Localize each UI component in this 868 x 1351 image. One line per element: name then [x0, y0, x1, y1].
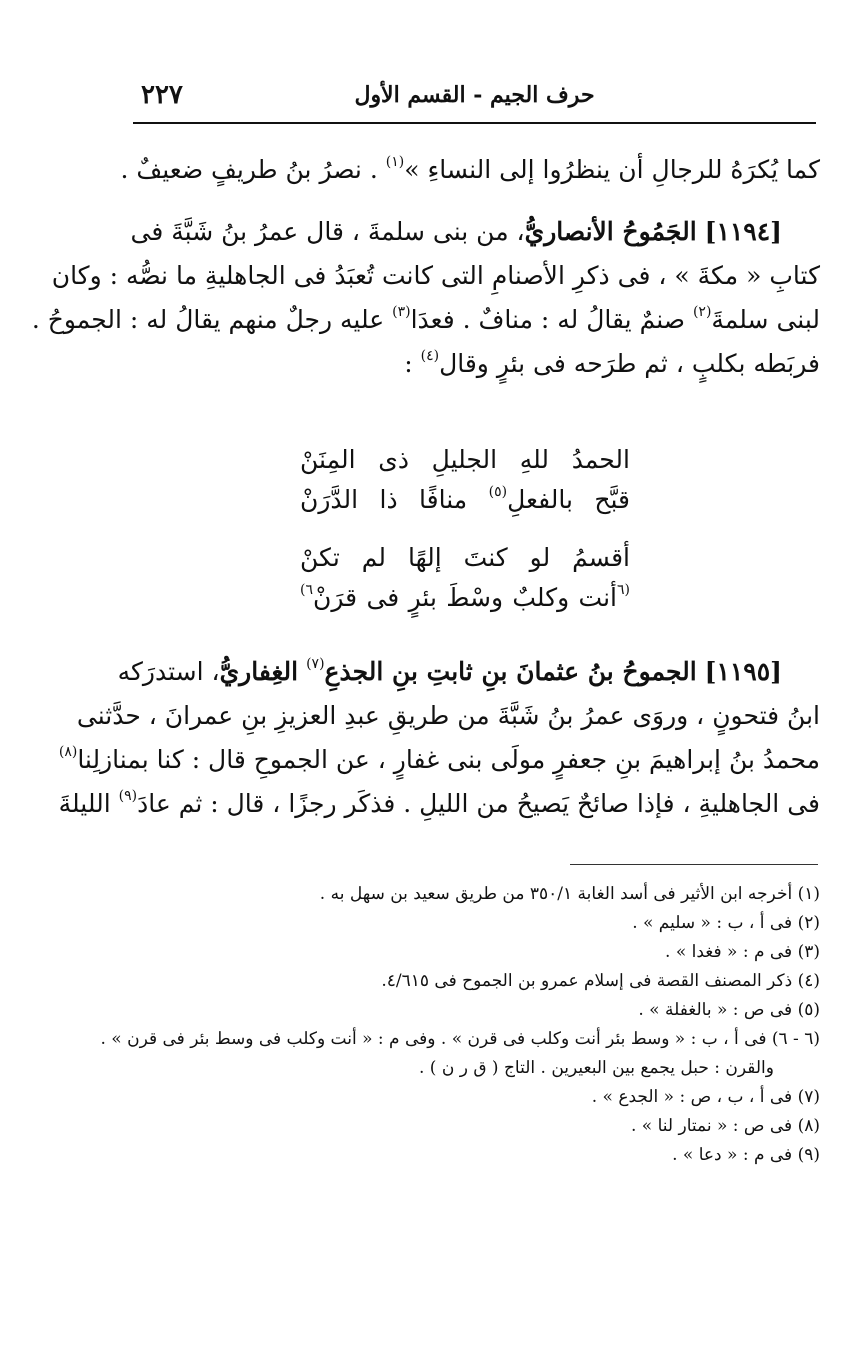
footnote-marker-9: (٩) — [118, 788, 138, 804]
main-text — [31, 148, 820, 386]
entry2-number: ١١٩٥ — [716, 657, 771, 686]
footnote-marker-5: (٥) — [488, 484, 508, 500]
entry2-line-3 — [58, 738, 820, 782]
page-number: ٢٢٧ — [141, 80, 183, 110]
footnote-marker-4: (٤) — [420, 348, 440, 364]
footnote-marker-8: (٨) — [58, 744, 78, 760]
footnote-3: (٣) فى م : « فغدا » . — [665, 942, 820, 962]
verse-couplet-1 — [300, 440, 630, 520]
footnote-marker-1: (١) — [385, 154, 405, 170]
footnote-7: (٧) فى أ ، ب ، ص : « الجدع » . — [591, 1087, 820, 1107]
entry-1194-heading — [128, 210, 820, 254]
entry-1195 — [58, 650, 820, 826]
entry1-l3a: لبنى سلمةَ — [711, 305, 820, 334]
entry1-l4b: : — [404, 349, 413, 378]
footnote-1: (١) أخرجه ابن الأثير فى أسد الغابة ٣٥٠/١ من طريق سعيد بن سهل به . — [319, 884, 820, 904]
footnote-marker-6-open: (٦ — [617, 582, 630, 598]
line1-end: . نصرُ بنُ طريفٍ ضعيفٌ . — [120, 155, 378, 184]
verse-2a: قبَّح بالفعلِ — [507, 485, 630, 514]
footnote-6-continuation: والقرن : حبل يجمع بين البعيرين . التاج ( ق ر ن ) . — [418, 1058, 774, 1078]
entry1-line1-rest: ، من بنى سلمةَ ، قال عمرُ بنُ شَبَّةَ فى — [130, 217, 525, 246]
text-line-1 — [120, 148, 820, 192]
entry2-l1-end: ، استدرَكه — [117, 657, 220, 686]
entry2-l4b: الليلةَ — [58, 789, 111, 818]
verse-line-3: أقسمُ لو كنتَ إلهًا لم تكنْ — [300, 543, 630, 572]
entry-number: ١١٩٤ — [716, 217, 771, 246]
footnote-rule — [570, 864, 818, 865]
entry1-l3b: صنمٌ يقالُ له : منافٌ . فعدَا — [410, 305, 685, 334]
entry2-close-bracket: ] — [704, 657, 717, 686]
footnote-2: (٢) فى أ ، ب : « سليم » . — [632, 913, 820, 933]
entry1-line-3 — [31, 298, 820, 342]
entry2-open-bracket: [ — [770, 657, 782, 686]
entry-1195-heading — [117, 650, 820, 694]
entry2-line-4 — [58, 782, 820, 826]
entry2-name-a: الجموحُ بنُ عثمانَ بنِ ثابتِ بنِ الجذعِ — [324, 657, 697, 686]
entry-name: الجَمُوحُ الأنصاريُّ — [524, 217, 697, 246]
verse-line-1: الحمدُ للهِ الجليلِ ذى المِنَنْ — [300, 445, 630, 474]
footnote-8: (٨) فى ص : « نمتار لنا » . — [631, 1116, 820, 1136]
entry-open-bracket: [ — [770, 217, 782, 246]
footnote-marker-6-close: ٦) — [300, 582, 313, 598]
entry2-line-2: ابنُ فتحونٍ ، وروَى عمرُ بنُ شَبَّةَ من طريقِ عبدِ العزيزِ بنِ عمرانَ ، حدَّثنى — [76, 701, 820, 730]
entry1-line-2: كتابِ « مكةَ » ، فى ذكرِ الأصنامِ التى كانت تُعبَدُ فى الجاهليةِ ما نصُّه : وكان — [51, 261, 820, 290]
entry1-l3c: عليه رجلٌ منهم يقالُ له : الجموحُ . — [31, 305, 385, 334]
entry-close-bracket: ] — [704, 217, 717, 246]
footnote-4: (٤) ذكر المصنف القصة فى إسلام عمرو بن الجموح فى ٤/٦١٥. — [381, 971, 820, 991]
footnotes — [100, 880, 820, 1170]
verse-line-2 — [300, 480, 630, 520]
verse-4: أنت وكلبٌ وسْطَ بئرٍ فى قرَنْ — [313, 583, 617, 612]
page-header — [133, 74, 816, 124]
footnote-6: (٦ - ٦) فى أ ، ب : « وسط بئر أنت وكلب فى قرن » . وفى م : « أنت وكلب فى وسط بئر فى قرن » . — [100, 1029, 820, 1049]
entry2-name-b: الغِفاريُّ — [219, 657, 299, 686]
entry1-l4a: فربَطه بكلبٍ ، ثم طرَحه فى بئرٍ وقال — [439, 349, 820, 378]
footnote-9: (٩) فى م : « دعا » . — [672, 1145, 820, 1165]
entry2-l3: محمدُ بنُ إبراهيمَ بنِ جعفرٍ مولَى بنى غفارٍ ، عن الجموحِ قال : كنا بمنازلِنا — [77, 745, 820, 774]
verse-2b: منافًا ذا الدَّرَنْ — [300, 485, 468, 514]
entry2-l4a: فى الجاهليةِ ، فإذا صائحٌ يَصيحُ من الليلِ . فذكَر رجزًا ، قال : ثم عادَ — [137, 789, 820, 818]
footnote-marker-7: (٧) — [306, 656, 325, 672]
footnote-marker-2: (٢) — [692, 304, 712, 320]
header-rule — [133, 122, 816, 124]
verse-couplet-2 — [300, 538, 630, 618]
running-title: حرف الجيم - القسم الأول — [354, 82, 595, 108]
entry1-line-4 — [128, 342, 820, 386]
footnote-marker-3: (٣) — [392, 304, 411, 320]
verse-line-4 — [300, 578, 630, 618]
line1-text: كما يُكرَهُ للرجالِ أن ينظرُوا إلى النساءِ » — [404, 155, 820, 184]
footnote-5: (٥) فى ص : « بالغفلة » . — [638, 1000, 820, 1020]
